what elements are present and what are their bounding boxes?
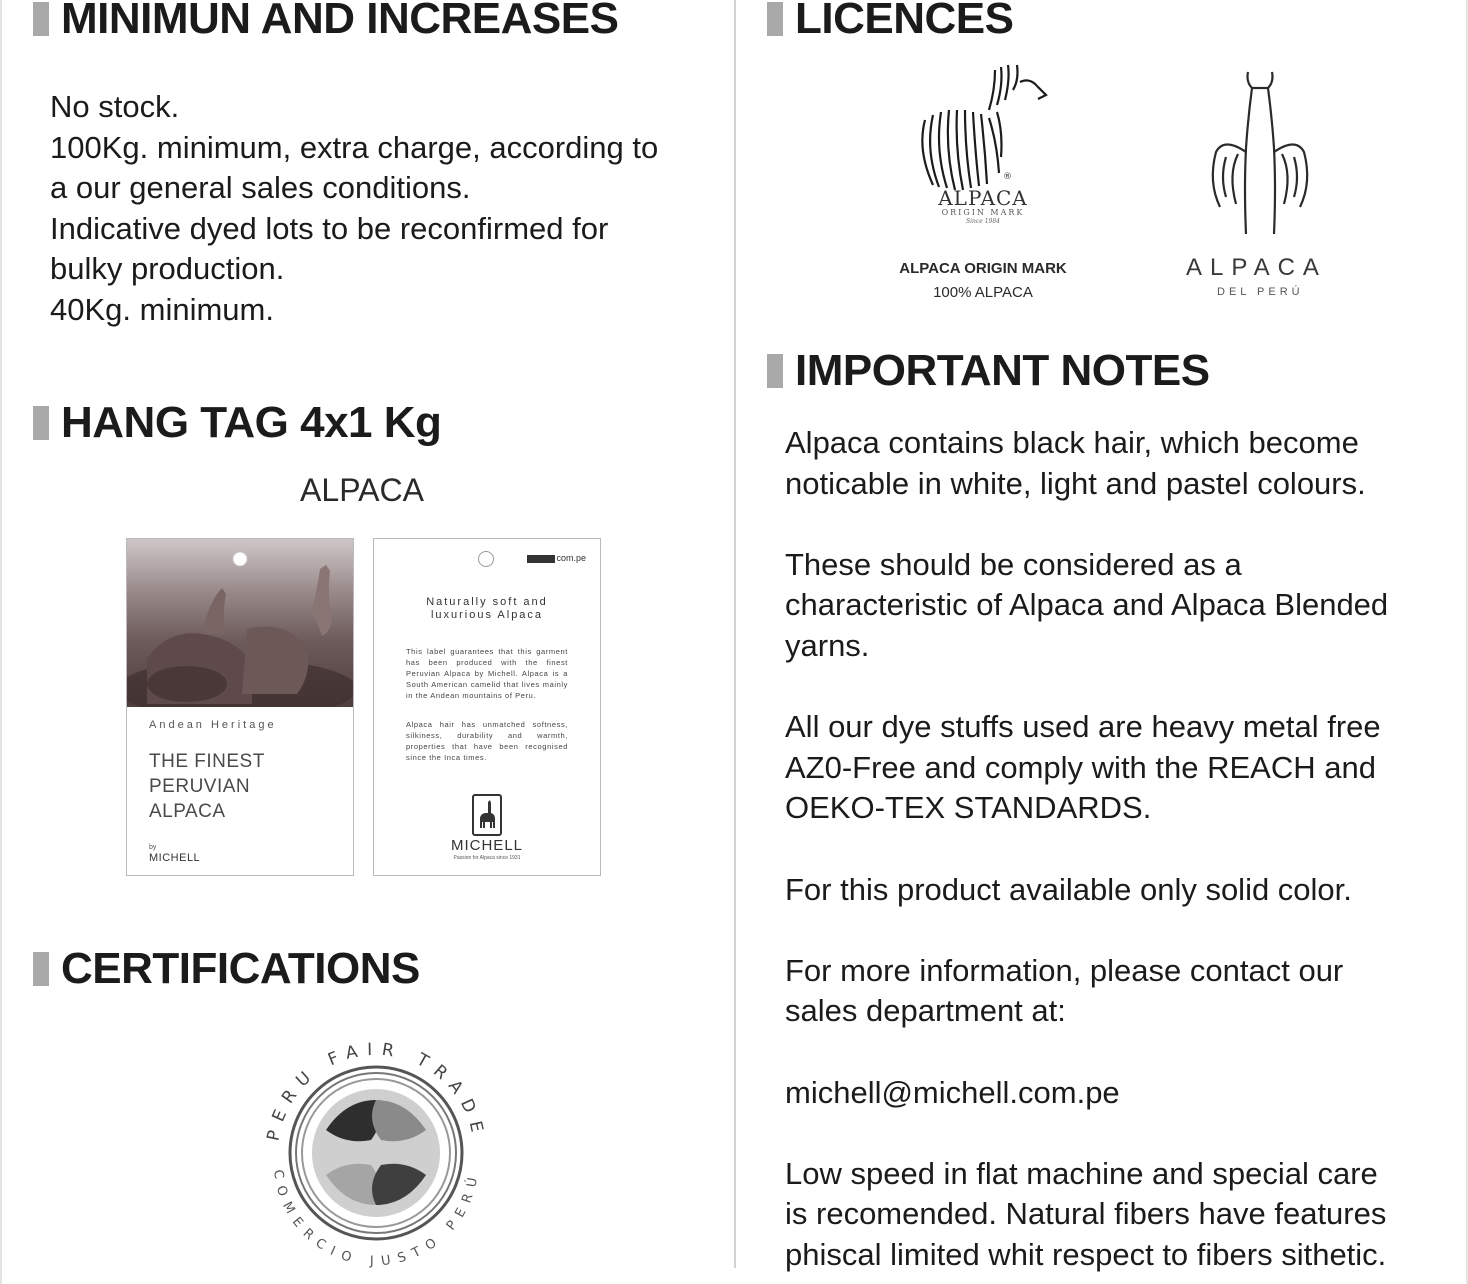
blank-line — [785, 1032, 1388, 1073]
del-peru-wordmark: ALPACA — [1186, 254, 1327, 281]
tag-body-2: Alpaca hair has unmatched softness, silkiness, durability and warmth, properties that have been recognised since the Inca times. — [406, 720, 568, 762]
text-line: 40Kg. minimum. — [50, 291, 274, 327]
alpaca-line-art-icon — [1200, 62, 1320, 242]
section-heading-certifications — [33, 944, 420, 994]
tag-brand: MICHELL — [450, 837, 524, 854]
section-heading-notes — [767, 346, 1210, 396]
site-text: com.pe — [556, 553, 586, 563]
origin-since: Since 1984 — [966, 218, 1000, 225]
text-line: For this product available only solid color. — [785, 871, 1352, 907]
text-line: noticable in white, light and pastel colours. — [785, 465, 1366, 501]
tag-headline-line: Naturally soft and — [426, 596, 548, 608]
text-line: is recomended. Natural fibers have features — [785, 1196, 1387, 1232]
alpaca-origin-mark-logo — [900, 60, 1060, 235]
tag-title-line: PERUVIAN — [149, 776, 251, 797]
tag-site — [527, 553, 586, 563]
heading-bar — [33, 952, 49, 986]
origin-sub: ORIGIN MARK — [941, 208, 1025, 217]
seal-top-text: PERU FAIR TRADE — [263, 1039, 489, 1143]
text-line: AZ0-Free and comply with the REACH and — [785, 749, 1376, 785]
blank-line — [785, 1113, 1388, 1154]
alpaca-del-peru-logo — [1200, 62, 1320, 242]
blank-line — [785, 667, 1388, 708]
page-border-left — [0, 0, 2, 1284]
hangtag-front — [126, 538, 354, 876]
text-line: bulky production. — [50, 251, 285, 287]
text-line: Alpaca contains black hair, which become — [785, 425, 1359, 460]
heading-text: CERTIFICATIONS — [61, 944, 420, 993]
text-line: For more information, please contact our — [785, 952, 1344, 988]
alpaca-badge-icon — [472, 794, 502, 836]
hangtag-material-label: ALPACA — [300, 472, 424, 508]
heading-bar — [33, 406, 49, 440]
column-divider — [734, 0, 736, 1268]
tag-brand: MICHELL — [149, 852, 201, 864]
text-line: All our dye stuffs used are heavy metal free — [785, 709, 1381, 745]
minimum-paragraph — [50, 87, 658, 331]
tag-headline — [374, 596, 600, 622]
fair-trade-seal — [256, 1035, 496, 1271]
origin-mark-caption: ALPACA ORIGIN MARK — [899, 260, 1067, 277]
section-heading-licences — [767, 0, 1013, 44]
heading-bar — [767, 354, 783, 388]
text-line: Low speed in flat machine and special care — [785, 1155, 1378, 1191]
blank-line — [785, 910, 1388, 951]
alpaca-silhouette-icon — [474, 796, 500, 834]
tag-body-1: This label guarantees that this garment has been produced with the finest Peruvian Alpaca by Michell. Alpaca is a South American camelid that lives mainly in the Andean mountains of Peru. — [406, 647, 568, 700]
heading-bar — [767, 2, 783, 36]
tag-title — [149, 749, 265, 824]
site-logo-block — [527, 555, 555, 563]
heading-text: IMPORTANT NOTES — [795, 346, 1210, 395]
text-line: phiscal limited whit respect to fibers sithetic. — [785, 1236, 1387, 1272]
tag-headline-line: luxurious Alpaca — [430, 609, 544, 621]
heading-text: LICENCES — [795, 0, 1014, 43]
origin-wordmark: ALPACA — [938, 186, 1028, 210]
text-line: sales department at: — [785, 993, 1066, 1029]
text-line: No stock. — [50, 89, 180, 124]
tag-title-line: ALPACA — [149, 801, 226, 822]
text-line: a our general sales conditions. — [50, 170, 471, 206]
text-line: OEKO-TEX STANDARDS. — [785, 790, 1152, 826]
tag-by-label: by — [149, 844, 157, 851]
tag-title-line: THE FINEST — [149, 751, 265, 772]
text-line: 100Kg. minimum, extra charge, according to — [50, 129, 659, 165]
heading-text: MINIMUN AND INCREASES — [61, 0, 619, 43]
section-heading-hangtag — [33, 398, 441, 448]
section-heading-minimum — [33, 0, 618, 44]
registered-mark: ® — [1003, 172, 1012, 182]
text-line: michell@michell.com.pe — [785, 1074, 1120, 1110]
blank-line — [785, 829, 1388, 870]
notes-paragraph — [785, 423, 1388, 1275]
heading-bar — [33, 2, 49, 36]
alpaca-herd-illustration — [127, 539, 353, 707]
del-peru-sub: DEL PERÚ — [1217, 286, 1304, 298]
text-line: yarns. — [785, 627, 870, 663]
hangtag-back — [373, 538, 601, 876]
origin-mark-subcaption: 100% ALPACA — [933, 284, 1033, 301]
tag-hole — [478, 551, 494, 567]
text-line: These should be considered as a — [785, 546, 1242, 582]
fair-trade-seal-graphic — [256, 1035, 496, 1271]
blank-line — [785, 504, 1388, 545]
tag-heritage-caption: Andean Heritage — [149, 719, 277, 731]
text-line: Indicative dyed lots to be reconfirmed for — [50, 210, 609, 246]
seal-bottom-text: COMERCIO JUSTO PERÚ — [269, 1168, 483, 1270]
alpaca-photo — [127, 539, 353, 707]
text-line: characteristic of Alpaca and Alpaca Blended — [785, 587, 1389, 623]
tag-tagline: Passion for Alpaca since 1931 — [453, 855, 521, 861]
heading-text: HANG TAG 4x1 Kg — [61, 398, 442, 447]
